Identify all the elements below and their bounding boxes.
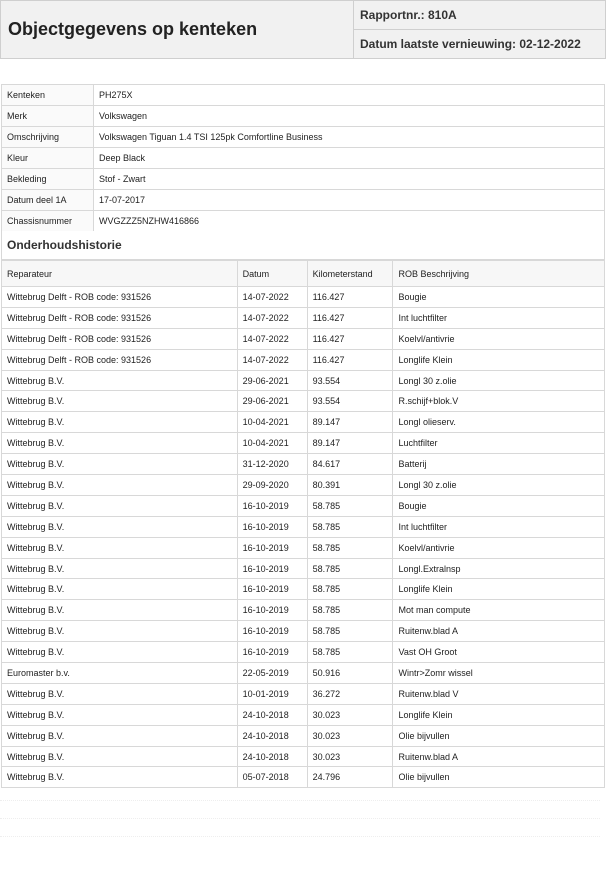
cell-mileage: 93.554 [307,370,393,391]
table-row [2,663,605,684]
cell-date: 31-12-2020 [237,454,307,475]
cell-description: Int luchtfilter [393,516,605,537]
cell-date: 16-10-2019 [237,516,307,537]
table-row [2,725,605,746]
cell-repairer: Wittebrug B.V. [2,412,238,433]
cell-description: Longlife Klein [393,579,605,600]
table-row [2,391,605,412]
cell-repairer: Wittebrug B.V. [2,725,238,746]
cell-mileage: 58.785 [307,537,393,558]
cell-repairer: Wittebrug B.V. [2,558,238,579]
cell-mileage: 50.916 [307,663,393,684]
table-row [2,307,605,328]
cell-description: Longl.Extralnsp [393,558,605,579]
cell-date: 24-10-2018 [237,725,307,746]
table-row [2,433,605,454]
table-row [2,600,605,621]
section-title-maintenance: Onderhoudshistorie [1,231,605,260]
report-header [0,0,606,59]
cell-date: 10-01-2019 [237,683,307,704]
cell-mileage: 58.785 [307,558,393,579]
cell-description: Ruitenw.blad A [393,746,605,767]
cell-description: Longl olieserv. [393,412,605,433]
cell-repairer: Wittebrug B.V. [2,621,238,642]
cell-description: Longl 30 z.olie [393,370,605,391]
cell-description: Ruitenw.blad V [393,683,605,704]
cell-date: 16-10-2019 [237,600,307,621]
info-value: Volkswagen [94,106,605,127]
table-row [2,328,605,349]
cell-description: Koelvl/antivrie [393,537,605,558]
cell-description: Int luchtfilter [393,307,605,328]
cell-date: 29-06-2021 [237,391,307,412]
info-label: Datum deel 1A [2,190,94,211]
cell-repairer: Wittebrug B.V. [2,433,238,454]
info-row [2,169,605,190]
info-row [2,211,605,232]
info-label: Omschrijving [2,127,94,148]
info-value: Stof - Zwart [94,169,605,190]
cell-date: 29-06-2021 [237,370,307,391]
table-row [2,412,605,433]
info-row [2,85,605,106]
page-title: Objectgegevens op kenteken [8,19,258,39]
cell-repairer: Wittebrug Delft - ROB code: 931526 [2,328,238,349]
cell-description: Batterij [393,454,605,475]
cell-repairer: Wittebrug B.V. [2,391,238,412]
cell-repairer: Wittebrug Delft - ROB code: 931526 [2,349,238,370]
table-header-row [2,261,605,287]
cell-date: 16-10-2019 [237,621,307,642]
cell-repairer: Wittebrug B.V. [2,454,238,475]
cell-description: Longl 30 z.olie [393,475,605,496]
report-meta [353,1,606,58]
info-label: Kleur [2,148,94,169]
cell-description: Bougie [393,287,605,308]
cell-repairer: Wittebrug B.V. [2,475,238,496]
vehicle-info-table [1,84,605,232]
cell-date: 05-07-2018 [237,767,307,788]
cell-repairer: Wittebrug Delft - ROB code: 931526 [2,287,238,308]
cell-mileage: 58.785 [307,579,393,600]
cell-date: 14-07-2022 [237,307,307,328]
cell-mileage: 116.427 [307,328,393,349]
cell-date: 14-07-2022 [237,328,307,349]
info-row [2,148,605,169]
cell-date: 24-10-2018 [237,746,307,767]
cell-mileage: 36.272 [307,683,393,704]
report-number: Rapportnr.: 810A [360,8,457,22]
cell-description: Longlife Klein [393,704,605,725]
cell-date: 22-05-2019 [237,663,307,684]
cell-repairer: Wittebrug Delft - ROB code: 931526 [2,307,238,328]
info-value: Deep Black [94,148,605,169]
cell-repairer: Wittebrug B.V. [2,767,238,788]
table-row [2,579,605,600]
table-row [2,475,605,496]
cell-description: Ruitenw.blad A [393,621,605,642]
cell-description: Bougie [393,495,605,516]
cell-description: Koelvl/antivrie [393,328,605,349]
table-row [2,704,605,725]
cell-description: R.schijf+blok.V [393,391,605,412]
column-header-mileage: Kilometerstand [307,261,393,287]
cell-repairer: Wittebrug B.V. [2,537,238,558]
table-row [2,370,605,391]
renewal-date: Datum laatste vernieuwing: 02-12-2022 [354,29,606,58]
cell-mileage: 30.023 [307,725,393,746]
cell-mileage: 89.147 [307,412,393,433]
info-value: Volkswagen Tiguan 1.4 TSI 125pk Comfortline Business [94,127,605,148]
cell-date: 14-07-2022 [237,349,307,370]
cell-repairer: Wittebrug B.V. [2,600,238,621]
table-row [2,537,605,558]
table-row [2,683,605,704]
cell-mileage: 24.796 [307,767,393,788]
table-row [2,454,605,475]
cell-mileage: 116.427 [307,307,393,328]
info-row [2,127,605,148]
column-header-description: ROB Beschrijving [393,261,605,287]
info-value: WVGZZZ5NZHW416866 [94,211,605,232]
cell-repairer: Wittebrug B.V. [2,579,238,600]
cell-description: Olie bijvullen [393,725,605,746]
cell-mileage: 58.785 [307,621,393,642]
cell-mileage: 80.391 [307,475,393,496]
cell-mileage: 58.785 [307,495,393,516]
info-label: Chassisnummer [2,211,94,232]
cell-repairer: Wittebrug B.V. [2,746,238,767]
cell-description: Luchtfilter [393,433,605,454]
cell-mileage: 58.785 [307,516,393,537]
cell-date: 10-04-2021 [237,433,307,454]
cell-mileage: 58.785 [307,600,393,621]
cell-description: Longlife Klein [393,349,605,370]
table-row [2,516,605,537]
maintenance-history-table [1,260,605,788]
cell-mileage: 116.427 [307,349,393,370]
info-value: PH275X [94,85,605,106]
cell-repairer: Wittebrug B.V. [2,370,238,391]
cell-date: 10-04-2021 [237,412,307,433]
cell-description: Wintr>Zomr wissel [393,663,605,684]
info-row [2,106,605,127]
column-header-date: Datum [237,261,307,287]
table-row [2,558,605,579]
cell-mileage: 93.554 [307,391,393,412]
cell-date: 16-10-2019 [237,537,307,558]
cell-description: Vast OH Groot [393,642,605,663]
table-row [2,287,605,308]
cell-mileage: 84.617 [307,454,393,475]
info-label: Merk [2,106,94,127]
cell-repairer: Wittebrug B.V. [2,704,238,725]
cell-mileage: 30.023 [307,746,393,767]
info-label: Bekleding [2,169,94,190]
table-row [2,495,605,516]
table-row [2,349,605,370]
cell-repairer: Wittebrug B.V. [2,642,238,663]
info-label: Kenteken [2,85,94,106]
cell-mileage: 30.023 [307,704,393,725]
info-value: 17-07-2017 [94,190,605,211]
cell-date: 16-10-2019 [237,579,307,600]
cell-date: 16-10-2019 [237,558,307,579]
cell-repairer: Euromaster b.v. [2,663,238,684]
cell-mileage: 116.427 [307,287,393,308]
table-row [2,621,605,642]
cell-date: 29-09-2020 [237,475,307,496]
cell-repairer: Wittebrug B.V. [2,495,238,516]
table-row [2,642,605,663]
cell-mileage: 58.785 [307,642,393,663]
table-row [2,746,605,767]
faint-continuation-lines [0,778,608,858]
info-row [2,190,605,211]
cell-date: 16-10-2019 [237,642,307,663]
cell-date: 16-10-2019 [237,495,307,516]
cell-description: Mot man compute [393,600,605,621]
cell-repairer: Wittebrug B.V. [2,516,238,537]
cell-description: Olie bijvullen [393,767,605,788]
cell-date: 24-10-2018 [237,704,307,725]
cell-date: 14-07-2022 [237,287,307,308]
cell-mileage: 89.147 [307,433,393,454]
cell-repairer: Wittebrug B.V. [2,683,238,704]
column-header-repairer: Reparateur [2,261,238,287]
